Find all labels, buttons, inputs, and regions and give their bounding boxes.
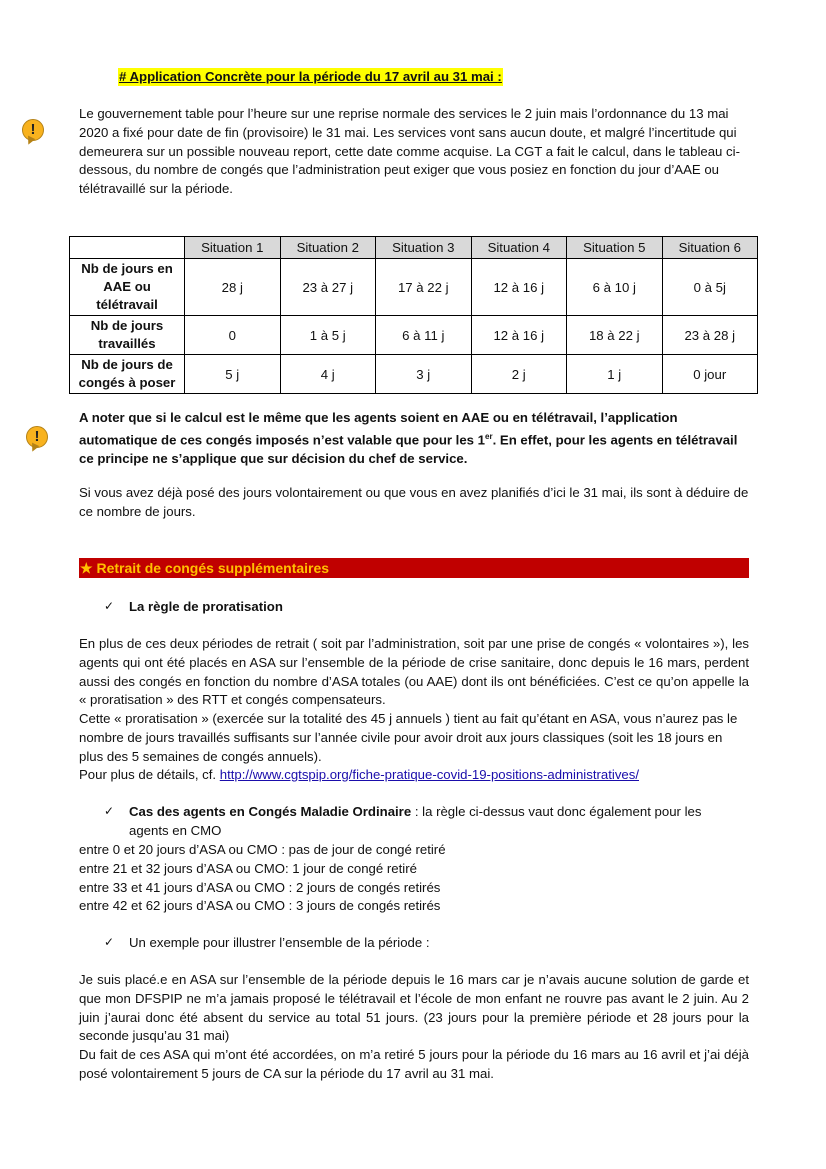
table-cell: 12 à 16 j <box>471 316 567 355</box>
table-header: Situation 4 <box>471 237 567 259</box>
table-cell: 12 à 16 j <box>471 259 567 316</box>
details-link[interactable]: http://www.cgtspip.org/fiche-pratique-covid-19-positions-administratives/ <box>219 767 639 782</box>
table-corner-cell <box>70 237 185 259</box>
table-cell: 18 à 22 j <box>567 316 663 355</box>
table-header: Situation 6 <box>662 237 758 259</box>
star-icon: ★ <box>80 560 93 576</box>
table-row <box>70 355 758 394</box>
table-cell: 6 à 10 j <box>567 259 663 316</box>
row-label: Nb de jours en AAE ou télétravail <box>70 259 185 316</box>
bullet-proratisation: La règle de proratisation <box>129 599 283 614</box>
table-cell: 0 <box>185 316 281 355</box>
proratisation-explanation: Cette « proratisation » (exercée sur la totalité des 45 j annuels ) tient au fait qu’étant en ASA, vous n’aurez pas le nombre de jours travaillés suffisants sur l’année civile pour avoir droit aux jours classiques (soit les 18 jours en plus des 5 semaines de congés annuels). <box>79 711 738 764</box>
cmo-line: entre 42 et 62 jours d’ASA ou CMO : 3 jours de congés retirés <box>79 898 441 913</box>
bullet-example: Un exemple pour illustrer l’ensemble de la période : <box>129 935 430 950</box>
check-icon: ✓ <box>104 935 115 949</box>
table-cell: 1 à 5 j <box>280 316 376 355</box>
table-cell: 0 à 5j <box>662 259 758 316</box>
table-cell: 6 à 11 j <box>376 316 472 355</box>
bullet-cmo: Cas des agents en Congés Maladie Ordinaire : la règle ci-dessus vaut donc également pour les agents en CMO <box>129 804 702 838</box>
note-paragraph: A noter que si le calcul est le même que les agents soient en AAE ou en télétravail, l’application automatique de ces congés imposés n’est valable que pour les 1er. En effet, pour les agents en télétravail ce principe ne s’applique que sur décision du chef de service. <box>79 410 738 466</box>
intro-paragraph: Le gouvernement table pour l’heure sur une reprise normale des services le 2 juin mais l’ordonnance du 13 mai 2020 a fixé pour date de fin (provisoire) le 31 mai. Les services vont sans aucun doute, et malgré l’incertitude qui demeurera sur un possible nouveau report, cette date comme acquise. La CGT a fait le calcul, dans le tableau ci-dessous, du nombre de congés que l’administration peut exiger que vous posiez en fonction du jour d’AAE ou télétravaillé sur la période. <box>79 106 740 197</box>
warning-icon: ! <box>26 426 52 456</box>
check-icon: ✓ <box>104 599 115 613</box>
cmo-line: entre 0 et 20 jours d’ASA ou CMO : pas de jour de congé retiré <box>79 842 446 857</box>
example-paragraph: Je suis placé.e en ASA sur l’ensemble de la période depuis le 16 mars car je n’avais aucune solution de garde et que mon DFSPIP ne m’a jamais proposé le télétravail et l’école de mon enfant ne rouvre pas avant le 2 juin. Au 2 juin j’aurai donc été absent du service au total 51 jours. (23 jours pour la première période et 28 jours pour la seconde jusqu’au 31 mai) <box>79 972 749 1044</box>
deduction-paragraph: Si vous avez déjà posé des jours volontairement ou que vous en avez planifiés d’ici le 31 mai, ils sont à déduire de ce nombre de jours. <box>79 485 749 519</box>
table-cell: 23 à 28 j <box>662 316 758 355</box>
example-conclusion: Du fait de ces ASA qui m’ont été accordées, on m’a retiré 5 jours pour la période du 16 mars au 16 avril et j’ai déjà posé volontairement 5 jours de CA sur la période du 17 avril au 31 mai. <box>79 1047 749 1081</box>
table-cell: 23 à 27 j <box>280 259 376 316</box>
table-row <box>70 259 758 316</box>
table-cell: 17 à 22 j <box>376 259 472 316</box>
row-label: Nb de jours de congés à poser <box>70 355 185 394</box>
table-header: Situation 3 <box>376 237 472 259</box>
section-title-application: # Application Concrète pour la période du 17 avril au 31 mai : <box>119 69 502 84</box>
table-header: Situation 5 <box>567 237 663 259</box>
table-cell: 3 j <box>376 355 472 394</box>
proratisation-paragraph: En plus de ces deux périodes de retrait ( soit par l’administration, soit par une prise de congés « volontaires »), les agents qui ont été placés en ASA sur l’ensemble de la période de crise sanitaire, donc depuis le 16 mars, perdent aussi des congés en fonction du nombre d’ASA totales (ou AAE) dont ils ont bénéficiées. C’est ce qu’on appelle la « proratisation » des RTT et congés compensateurs. <box>79 636 749 708</box>
cmo-line: entre 33 et 41 jours d’ASA ou CMO : 2 jours de congés retirés <box>79 880 441 895</box>
section-banner: ★ Retrait de congés supplémentaires <box>79 558 749 578</box>
table-cell: 1 j <box>567 355 663 394</box>
table-row <box>70 316 758 355</box>
table-cell: 0 jour <box>662 355 758 394</box>
row-label: Nb de jours travaillés <box>70 316 185 355</box>
table-header: Situation 1 <box>185 237 281 259</box>
warning-icon: ! <box>22 119 48 149</box>
cmo-line: entre 21 et 32 jours d’ASA ou CMO: 1 jour de congé retiré <box>79 861 417 876</box>
check-icon: ✓ <box>104 804 115 818</box>
table-cell: 4 j <box>280 355 376 394</box>
situations-table <box>69 236 758 394</box>
table-cell: 5 j <box>185 355 281 394</box>
table-cell: 2 j <box>471 355 567 394</box>
table-header-row <box>70 237 758 259</box>
table-header: Situation 2 <box>280 237 376 259</box>
table-cell: 28 j <box>185 259 281 316</box>
details-line: Pour plus de détails, cf. http://www.cgtspip.org/fiche-pratique-covid-19-positions-administratives/ <box>79 767 639 782</box>
